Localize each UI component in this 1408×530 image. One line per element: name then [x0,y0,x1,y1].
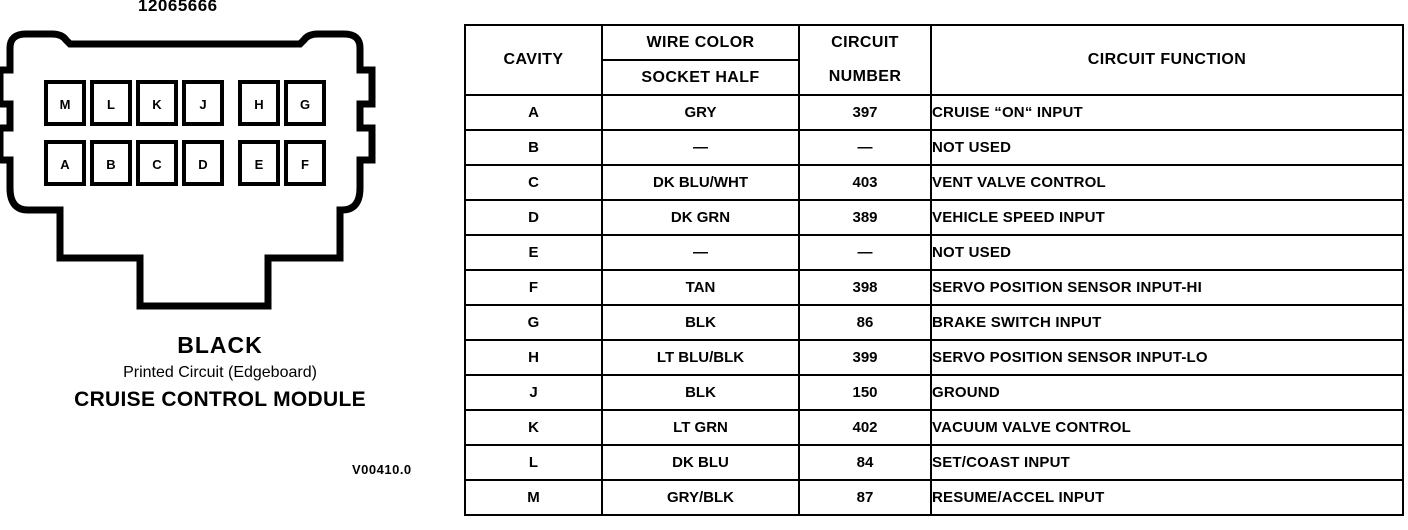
table-row [465,445,1403,480]
cell-circuit-number: 399 [799,340,931,375]
cell-cavity: B [465,130,602,165]
header-socket-half: SOCKET HALF [602,60,799,95]
cell-circuit-number: — [799,235,931,270]
table-row [465,200,1403,235]
cell-cavity: E [465,235,602,270]
cell-wire-color: GRY/BLK [602,480,799,515]
cell-cavity: C [465,165,602,200]
table-row [465,410,1403,445]
table-body [465,95,1403,515]
cell-wire-color: DK GRN [602,200,799,235]
cell-circuit-number: 86 [799,305,931,340]
table-row [465,305,1403,340]
connector-caption [0,330,440,414]
table-header [465,25,1403,95]
cell-circuit-number: 84 [799,445,931,480]
header-circuit-function: CIRCUIT FUNCTION [931,25,1403,95]
table-header-row [465,25,1403,60]
header-cavity: CAVITY [465,25,602,95]
cell-cavity: H [465,340,602,375]
table-row [465,235,1403,270]
cavity-label-bottom-0: A [60,157,70,172]
cell-circuit-number: 398 [799,270,931,305]
cavity-label-top-3: J [199,97,207,112]
cell-wire-color: LT GRN [602,410,799,445]
cell-circuit-number: 403 [799,165,931,200]
cell-wire-color: — [602,130,799,165]
cell-circuit-function: NOT USED [931,130,1403,165]
table-row [465,130,1403,165]
cavity-label-bottom-3: D [198,157,208,172]
cell-circuit-function: VACUUM VALVE CONTROL [931,410,1403,445]
cell-wire-color: LT BLU/BLK [602,340,799,375]
cell-circuit-number: 389 [799,200,931,235]
cell-cavity: L [465,445,602,480]
connector-outline-graphic [0,20,400,320]
cell-circuit-function: SERVO POSITION SENSOR INPUT-HI [931,270,1403,305]
cell-cavity: F [465,270,602,305]
table-row [465,165,1403,200]
cavity-label-bottom-5: F [301,157,309,172]
part-number-label: 12065666 [138,0,218,15]
cell-cavity: D [465,200,602,235]
cell-circuit-number: — [799,130,931,165]
cavity-label-bottom-1: B [106,157,116,172]
cavity-label-bottom-2: C [152,157,162,172]
cell-cavity: K [465,410,602,445]
cavity-label-top-1: L [107,97,115,112]
cell-circuit-function: CRUISE “ON“ INPUT [931,95,1403,130]
cell-circuit-number: 87 [799,480,931,515]
component-name-label: CRUISE CONTROL MODULE [74,388,366,411]
cell-circuit-function: SET/COAST INPUT [931,445,1403,480]
table-row [465,375,1403,410]
cell-cavity: A [465,95,602,130]
cell-wire-color: DK BLU/WHT [602,165,799,200]
table-row [465,270,1403,305]
cell-wire-color: BLK [602,375,799,410]
connector-diagram-panel [0,0,460,530]
cell-wire-color: GRY [602,95,799,130]
cavity-label-top-5: G [299,97,311,112]
cell-wire-color: TAN [602,270,799,305]
cell-wire-color: — [602,235,799,270]
connector-type-label: Printed Circuit (Edgeboard) [123,364,317,381]
cell-cavity: J [465,375,602,410]
cavity-label-top-2: K [152,97,162,112]
table-row [465,95,1403,130]
cavity-label-top-0: M [59,97,71,112]
figure-code-label: V00410.0 [352,462,412,477]
cell-circuit-number: 150 [799,375,931,410]
cavity-label-top-4: H [254,97,264,112]
cell-circuit-function: VEHICLE SPEED INPUT [931,200,1403,235]
cell-circuit-function: RESUME/ACCEL INPUT [931,480,1403,515]
cell-circuit-function: SERVO POSITION SENSOR INPUT-LO [931,340,1403,375]
header-wire-color: WIRE COLOR [602,25,799,60]
cell-cavity: M [465,480,602,515]
cell-circuit-number: 397 [799,95,931,130]
cell-circuit-number: 402 [799,410,931,445]
header-circuit: CIRCUIT [799,25,931,60]
cavity-label-bottom-4: E [254,157,264,172]
cell-wire-color: BLK [602,305,799,340]
connector-color-label: BLACK [177,332,263,358]
cell-cavity: G [465,305,602,340]
table-row [465,480,1403,515]
cell-circuit-function: BRAKE SWITCH INPUT [931,305,1403,340]
cell-circuit-function: VENT VALVE CONTROL [931,165,1403,200]
cell-circuit-function: NOT USED [931,235,1403,270]
cell-wire-color: DK BLU [602,445,799,480]
cell-circuit-function: GROUND [931,375,1403,410]
pinout-table [464,24,1404,516]
header-number: NUMBER [799,60,931,95]
table-row [465,340,1403,375]
